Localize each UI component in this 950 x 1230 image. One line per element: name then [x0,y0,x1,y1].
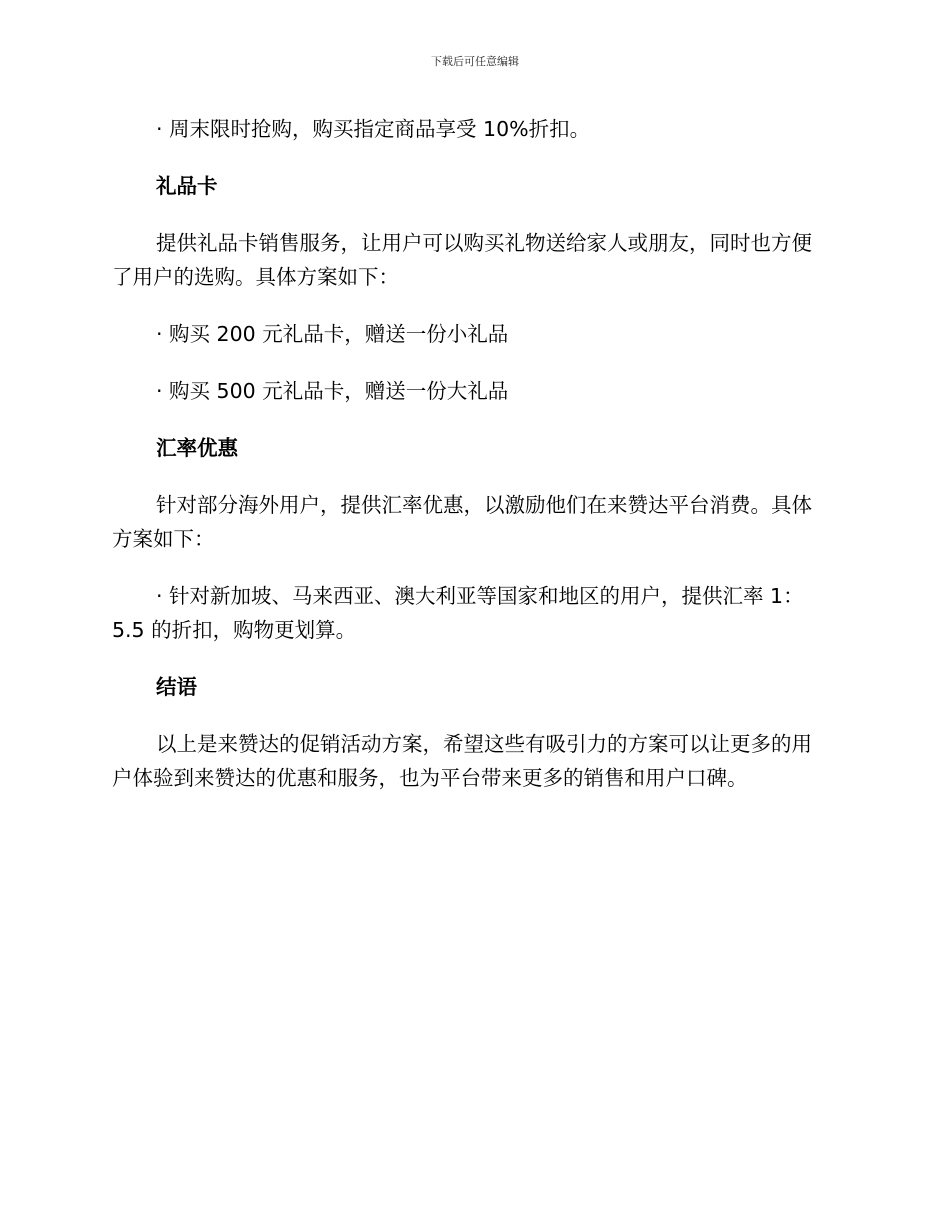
exchange-rate-paragraph: 针对部分海外用户，提供汇率优惠，以激励他们在来赞达平台消费。具体方案如下： [112,493,812,551]
gift-card-500-bullet: · 购买 500 元礼品卡，赠送一份大礼品 [156,379,509,403]
document-body [112,112,832,818]
gift-card-heading: 礼品卡 [156,174,218,198]
page-header-note: 下载后可任意编辑 [431,55,519,68]
gift-card-paragraph: 提供礼品卡销售服务，让用户可以购买礼物送给家人或朋友，同时也方便了用户的选购。具体方案如下： [112,231,812,289]
conclusion-heading: 结语 [156,675,197,699]
conclusion-paragraph: 以上是来赞达的促销活动方案，希望这些有吸引力的方案可以让更多的用户体验到来赞达的优惠和服务，也为平台带来更多的销售和用户口碑。 [112,732,812,790]
exchange-rate-bullet: · 针对新加坡、马来西亚、澳大利亚等国家和地区的用户，提供汇率 1：5.5 的折扣，购物更划算。 [112,584,804,642]
gift-card-200-bullet: · 购买 200 元礼品卡，赠送一份小礼品 [156,322,509,346]
exchange-rate-heading: 汇率优惠 [156,436,238,460]
flash-sale-bullet: · 周末限时抢购，购买指定商品享受 10%折扣。 [156,117,591,141]
